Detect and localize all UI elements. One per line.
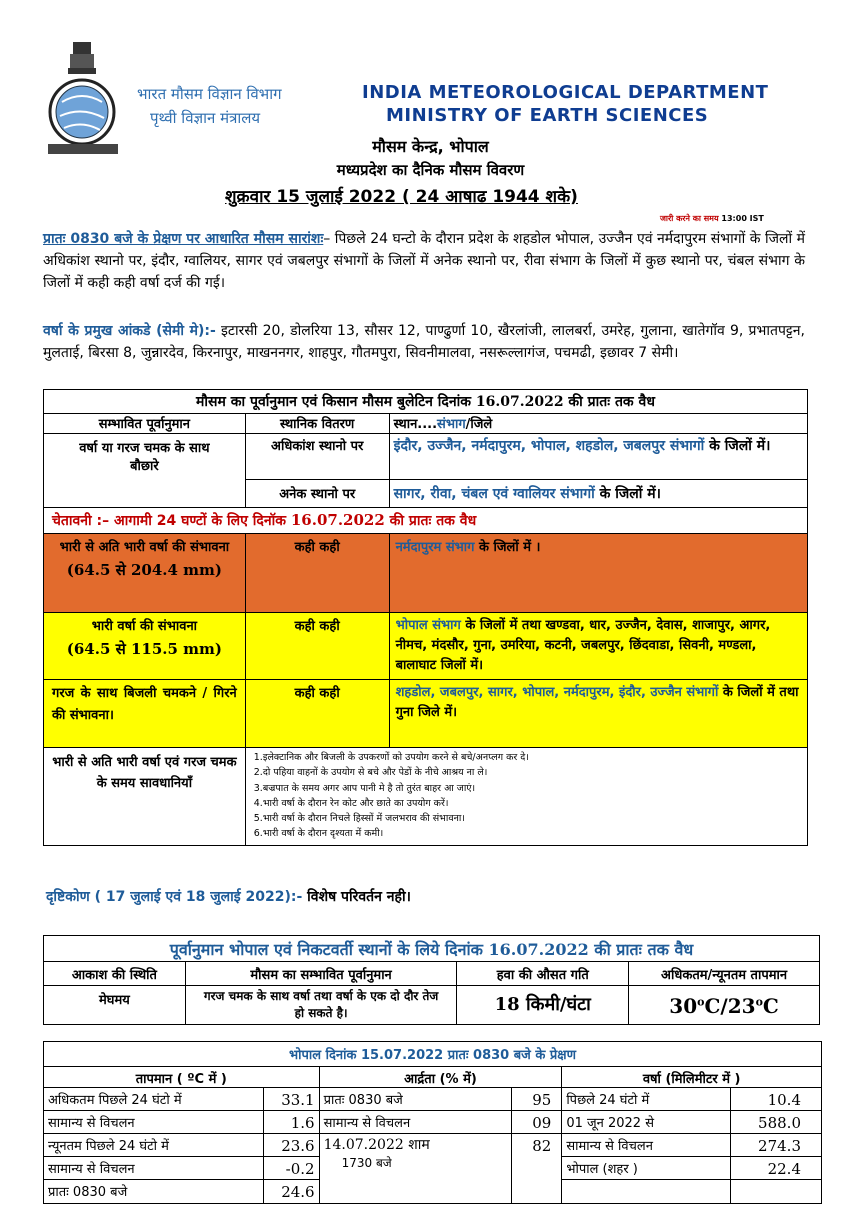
warning-title <box>44 508 808 534</box>
w3-suffix: के जिलों में तथा गुना जिले में। <box>395 685 799 720</box>
h-wind: हवा की औसत गति <box>457 962 629 986</box>
w2-label-cell <box>44 613 246 680</box>
w2-range: (64.5 से 115.5 mm) <box>66 640 222 658</box>
w3-label: गरज के साथ बिजली चमकने / गिरने की संभावना। <box>44 680 246 748</box>
centre-name: मौसम केन्द्र, भोपाल <box>372 137 489 156</box>
r2-val: 588.0 <box>731 1111 822 1134</box>
precaution-label: भारी से अति भारी वर्षा एवं गरज चमक के समय सावधानियॉं <box>44 748 246 846</box>
rainfall-figures <box>43 320 805 364</box>
r2-place <box>389 480 807 508</box>
rainfall-text: इटारसी 20, डोलरिया 13, सौसर 12, पाण्ढुर्णा 10, खैरलांजी, लालबर्रा, उमरेह, गुलाना, खातेगॉव 9, प्रभातपट्टन, मुलताई, बिरसा 8, जुन्नारदेव, किरनापुर, माखननगर, शाहपुर, गौतमपुरा, सिवनीमालवा, नसरूल्लागंज, पचमढी, इछावर 7 सेमी। <box>43 323 805 361</box>
empty-cell <box>731 1180 822 1204</box>
r3-label: सामान्य से विचलन <box>562 1134 731 1157</box>
precaution-item: 5.भारी वर्षा के दौरान निचले हिस्सों में जलभराव की संभावना। <box>253 813 465 825</box>
temp-unit: C <box>704 994 721 1018</box>
t4-val: -0.2 <box>263 1157 319 1180</box>
col3-a: स्थान.... <box>393 417 438 432</box>
hindi-ministry-name: पृथ्वी विज्ञान मंत्रालय <box>150 109 261 127</box>
sky-condition: मेघमय <box>44 986 186 1025</box>
col-header-distribution: स्थानिक वितरण <box>245 414 389 434</box>
precaution-item: 3.बज्रपात के समय अगर आप पानी मे है तो तुरंत बाहर आ जाएं। <box>253 782 476 794</box>
t5-val: 24.6 <box>263 1180 319 1204</box>
observation-title: भोपाल दिनांक 15.07.2022 प्रातः 0830 बजे के प्रेक्षण <box>44 1042 822 1067</box>
col3-b: संभाग <box>437 417 466 432</box>
r4-label: भोपाल (शहर ) <box>562 1157 731 1180</box>
wind-speed: 18 किमी/घंटा <box>457 986 629 1025</box>
w1-place-name: नर्मदापुरम संभाग <box>395 540 475 555</box>
issue-time-label: जारी करने का समय <box>660 214 719 223</box>
warning-title-c: की प्रातः तक वैध <box>389 513 477 529</box>
deg-symbol: o <box>697 995 705 1009</box>
precaution-item: 4.भारी वर्षा के दौरान रेन कोट और छाते का उपयोग करें। <box>253 797 449 809</box>
r1-place-name: इंदौर, उज्जैन, नर्मदापुरम, भोपाल, शहडोल, जबलपुर संभागों <box>393 438 705 454</box>
h2-label: सामान्य से विचलन <box>319 1111 512 1134</box>
r1-label: पिछले 24 घंटो में <box>562 1088 731 1111</box>
bhopal-forecast-title: पूर्वानुमान भोपाल एवं निकटवर्ती स्थानों के लिये दिनांक 16.07.2022 की प्रातः तक वैध <box>44 936 820 962</box>
w3-distribution: कही कही <box>245 680 389 748</box>
w2-distribution: कही कही <box>245 613 389 680</box>
w3-place-name: शहडोल, जबलपुर, सागर, भोपाल, नर्मदापुरम, इंदौर, उज्जैन संभागों <box>395 685 719 700</box>
issue-time-value: 13:00 IST <box>721 214 764 223</box>
w3-place <box>389 680 807 748</box>
precaution-item: 6.भारी वर्षा के दौरान दृश्यता में कमी। <box>253 828 384 840</box>
warning-title-a: चेतावनी :– आगामी 24 घण्टों के लिए दिनॉक <box>52 513 286 529</box>
t2-label: सामान्य से विचलन <box>44 1111 264 1134</box>
temp-sep: / <box>720 994 728 1018</box>
forecast-row-label: वर्षा या गरज चमक के साथ बौछारे <box>44 434 246 508</box>
t2-val: 1.6 <box>263 1111 319 1134</box>
r2-label: 01 जून 2022 से <box>562 1111 731 1134</box>
t1-val: 33.1 <box>263 1088 319 1111</box>
bhopal-forecast-table <box>43 935 820 1025</box>
rainfall-heading: वर्षा के प्रमुख आंकडे (सेमी मे):- <box>43 323 216 339</box>
observation-table <box>43 1041 822 1204</box>
h-sky: आकाश की स्थिति <box>44 962 186 986</box>
h-obs-rain: वर्षा (मिलिमीटर में ) <box>562 1067 822 1088</box>
r1-val: 10.4 <box>731 1088 822 1111</box>
precaution-list <box>245 748 807 846</box>
w2-suffix: के जिलों में तथा खण्डवा, धार, उज्जैन, देवास, शाजापुर, आगर, नीमच, मंदसौर, गुना, उमरिया, कटनी, जबलपुर, छिंदवाडा, सिवनी, मण्डला, बालाघाट जिलों में। <box>395 618 771 673</box>
hindi-dept-name: भारत मौसम विज्ञान विभाग <box>137 85 282 103</box>
outlook-label: दृष्टिकोण ( 17 जुलाई एवं 18 जुलाई 2022):- <box>46 889 303 905</box>
h3-label2: 1730 बजे <box>341 1156 392 1170</box>
h1-val: 95 <box>512 1088 562 1111</box>
temp-max-min <box>629 986 820 1025</box>
english-ministry-name: MINISTRY OF EARTH SCIENCES <box>386 105 709 126</box>
issue-time <box>660 213 764 224</box>
w2-label: भारी वर्षा की संभावना <box>91 619 198 634</box>
col-header-place <box>389 414 807 434</box>
h3-label: 14.07.2022 शाम <box>323 1137 430 1153</box>
w2-place <box>389 613 807 680</box>
r4-val: 22.4 <box>731 1157 822 1180</box>
w1-distribution: कही कही <box>245 534 389 613</box>
precaution-item: 1.इलेक्टानिक और बिजली के उपकरणों को उपयोग करने से बचे/अनप्लग कर दे। <box>253 752 529 763</box>
t4-label: सामान्य से विचलन <box>44 1157 264 1180</box>
summary-text: – पिछले 24 घन्टो के दौरान प्रदेश के शहडोल भोपाल, उज्जैन एवं नर्मदापुरम संभागों के जिलों में अधिकांश स्थानो पर, इंदौर, ग्वालियर, सागर एवं जबलपुर संभागों के जिलों में अनेक स्थानो पर, रीवा संभाग के जिलों में कुछ स्थानो पर, चंबल संभाग के जिलों में कही कही वर्षा दर्ज की गई। <box>43 231 805 291</box>
warning-title-b: 16.07.2022 <box>290 511 385 529</box>
r1-distribution: अधिकांश स्थानो पर <box>245 434 389 480</box>
r2-distribution: अनेक स्थानो पर <box>245 480 389 508</box>
report-title: मध्यप्रदेश का दैनिक मौसम विवरण <box>336 161 525 179</box>
col-header-forecast: सम्भावित पूर्वानुमान <box>44 414 246 434</box>
r2-place-name: सागर, रीवा, चंबल एवं ग्वालियर संभागों <box>393 486 595 502</box>
precaution-item: 2.दो पहिया वाहनों के उपयोग से बचे और पेडों के नीचे आश्रय ना ले। <box>253 767 488 779</box>
report-date: शुक्रवार 15 जुलाई 2022 ( 24 आषाढ 1944 शके) <box>225 187 578 207</box>
col3-c: /जिले <box>465 417 493 432</box>
w1-label: भारी से अति भारी वर्षा की संभावना <box>59 540 230 555</box>
english-dept-name: INDIA METEOROLOGICAL DEPARTMENT <box>362 82 769 103</box>
h3-val: 82 <box>512 1134 562 1204</box>
h-temp: अधिकतम/न्यूनतम तापमान <box>629 962 820 986</box>
w1-suffix: के जिलों में । <box>479 540 541 555</box>
t3-label: न्यूनतम पिछले 24 घंटो में <box>44 1134 264 1157</box>
r1-suffix: के जिलों में। <box>709 438 771 454</box>
h3-label-cell <box>319 1134 512 1204</box>
t1-label: अधिकतम पिछले 24 घंटो में <box>44 1088 264 1111</box>
h-obs-hum: आर्द्रता (% में) <box>319 1067 562 1088</box>
deg-symbol: o <box>755 995 763 1009</box>
outlook <box>46 887 411 906</box>
h1-label: प्रातः 0830 बजे <box>319 1088 512 1111</box>
weather-forecast: गरज चमक के साथ वर्षा तथा वर्षा के एक दो दौर तेज हो सकते है। <box>185 986 457 1025</box>
t5-label: प्रातः 0830 बजे <box>44 1180 264 1204</box>
t3-val: 23.6 <box>263 1134 319 1157</box>
h2-val: 09 <box>512 1111 562 1134</box>
empty-cell <box>562 1180 731 1204</box>
temp-unit: C <box>762 994 779 1018</box>
forecast-table-title: मौसम का पूर्वानुमान एवं किसान मौसम बुलेटिन दिनांक 16.07.2022 की प्रातः तक वैध <box>44 390 808 414</box>
h-obs-temp: तापमान ( ºC में ) <box>44 1067 320 1088</box>
w1-place <box>389 534 807 613</box>
temp-max: 30 <box>669 994 698 1018</box>
temp-min: 23 <box>727 994 756 1018</box>
summary-heading: प्रातः 0830 बजे के प्रेक्षण पर आधारित मौसम सारांशः <box>43 231 324 247</box>
w1-label-cell <box>44 534 246 613</box>
r1-place <box>389 434 807 480</box>
outlook-text: विशेष परिवर्तन नही। <box>307 889 411 905</box>
forecast-warning-table <box>43 389 808 846</box>
h-weather: मौसम का सम्भावित पूर्वानुमान <box>185 962 457 986</box>
r2-suffix: के जिलों में। <box>599 486 661 502</box>
r3-val: 274.3 <box>731 1134 822 1157</box>
w2-place-name: भोपाल संभाग <box>395 618 461 633</box>
weather-summary <box>43 228 805 294</box>
w1-range: (64.5 से 204.4 mm) <box>66 561 222 579</box>
